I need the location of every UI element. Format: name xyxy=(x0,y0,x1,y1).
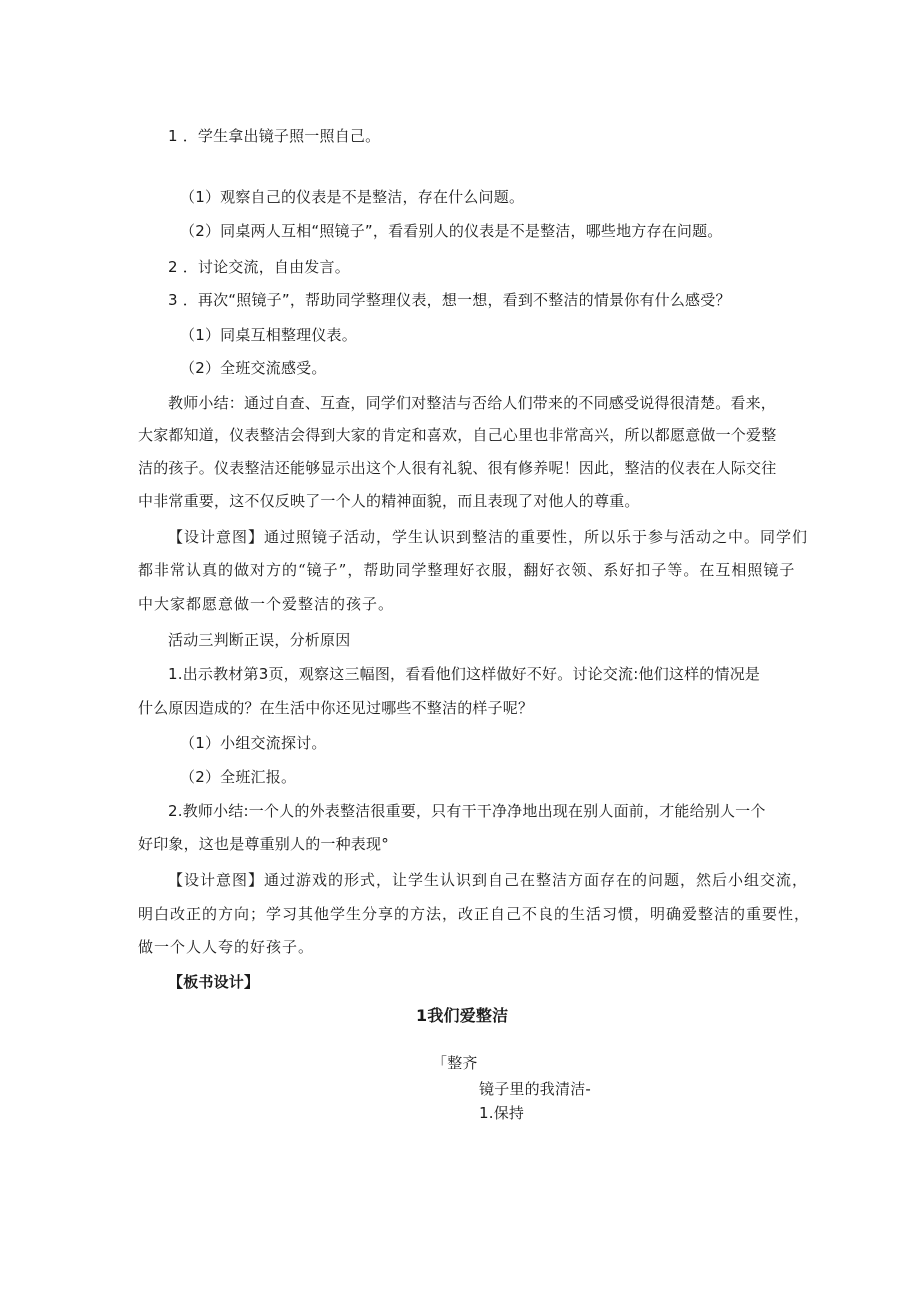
step-1: 1 ．学生拿出镜子照一照自己。 xyxy=(168,127,381,145)
activity-3-q1-line-2: 什么原因造成的？在生活中你还见过哪些不整洁的样子呢？ xyxy=(138,699,534,717)
activity-3-q1-line-1: 1.出示教材第3页，观察这三幅图，看看他们这样做好不好。讨论交流:他们这样的情况是 xyxy=(168,665,761,683)
board-item-2: 镜子里的我清洁- xyxy=(479,1080,592,1098)
teacher-summary-line-1: 教师小结：通过自查、互查，同学们对整洁与否给人们带来的不同感受说得很清楚。看来， xyxy=(168,394,777,412)
step-1-item-2: （2）同桌两人互相“照镜子”，看看别人的仪表是不是整洁，哪些地方存在问题。 xyxy=(180,222,723,240)
teacher-summary-line-2: 大家都知道，仪表整洁会得到大家的肯定和喜欢，自己心里也非常高兴，所以都愿意做一个爱整 xyxy=(138,426,777,444)
design-intent-2-line-2: 明白改正的方向；学习其他学生分享的方法，改正自己不良的生活习惯，明确爱整洁的重要性， xyxy=(138,905,811,923)
design-intent-1-line-2: 都非常认真的做对方的“镜子”，帮助同学整理好衣服，翻好衣领、系好扣子等。在互相照镜子 xyxy=(138,561,796,579)
board-item-3: 1.保持 xyxy=(479,1104,525,1122)
design-intent-2-line-1: 【设计意图】通过游戏的形式，让学生认识到自己在整洁方面存在的问题，然后小组交流， xyxy=(168,871,809,889)
activity-3-heading: 活动三判断正误，分析原因 xyxy=(168,631,351,649)
board-design-heading: 【板书设计】 xyxy=(168,973,260,991)
step-3: 3 ．再次“照镜子”，帮助同学整理仪表，想一想，看到不整洁的情景你有什么感受？ xyxy=(168,291,731,309)
design-intent-2-line-3: 做一个人人夸的好孩子。 xyxy=(138,938,315,956)
design-intent-1-line-1: 【设计意图】通过照镜子活动，学生认识到整洁的重要性，所以乐于参与活动之中。同学们 xyxy=(168,528,809,546)
step-3-item-1: （1）同桌互相整理仪表。 xyxy=(180,326,357,344)
activity-3-summary-line-1: 2.教师小结:一个人的外表整洁很重要，只有干干净净地出现在别人面前，才能给别人一个 xyxy=(168,802,766,820)
step-3-item-2: （2）全班交流感受。 xyxy=(180,359,327,377)
teacher-summary-line-4: 中非常重要，这不仅反映了一个人的精神面貌，而且表现了对他人的尊重。 xyxy=(138,492,640,510)
step-2: 2 ．讨论交流，自由发言。 xyxy=(168,258,350,276)
step-1-item-1: （1）观察自己的仪表是不是整洁，存在什么问题。 xyxy=(180,188,525,206)
teacher-summary-line-3: 洁的孩子。仪表整洁还能够显示出这个人很有礼貌、很有修养呢！因此，整洁的仪表在人际交往 xyxy=(138,459,777,477)
activity-3-item-1: （1）小组交流探讨。 xyxy=(180,734,327,752)
board-item-1: 「整齐 xyxy=(432,1054,478,1072)
board-title: 1我们爱整洁 xyxy=(416,1006,509,1025)
activity-3-item-2: （2）全班汇报。 xyxy=(180,768,297,786)
activity-3-summary-line-2: 好印象，这也是尊重别人的一种表现° xyxy=(138,835,389,853)
design-intent-1-line-3: 中大家都愿意做一个爱整洁的孩子。 xyxy=(138,595,395,613)
